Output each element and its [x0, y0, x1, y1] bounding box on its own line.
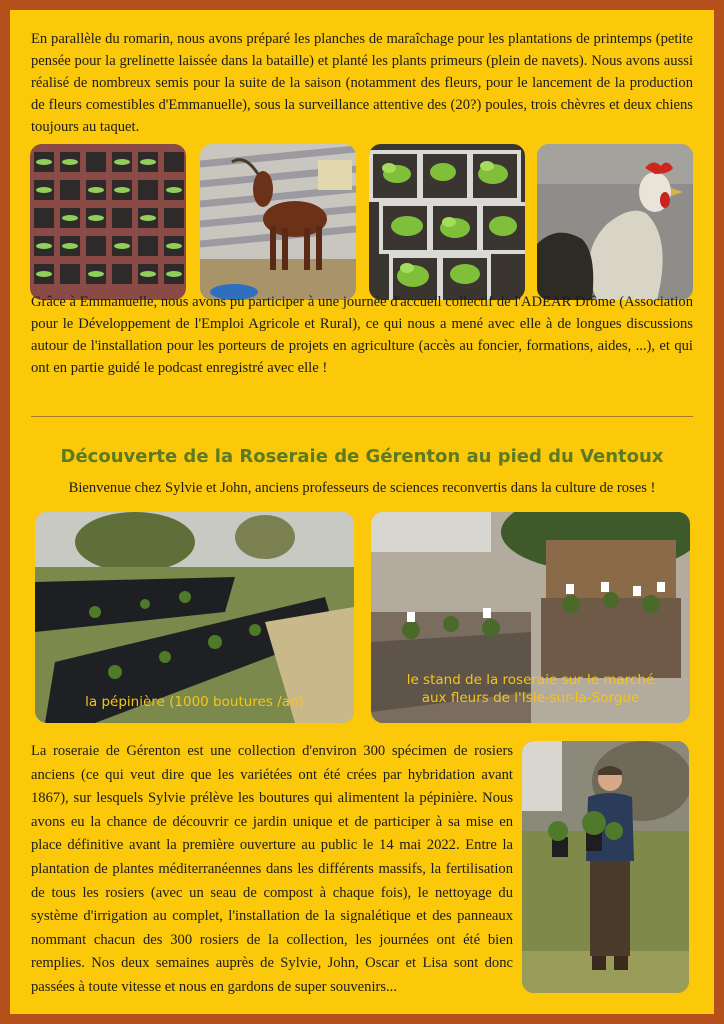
roseraie-paragraph: La roseraie de Gérenton est une collection d'environ 300 spécimen de rosiers anciens (ce qui veut dire que les variétées ont été crées par hybridation avant 1867), sur lesquels Sylvie prélève les boutures qui alimentent la pépinière. Nous avons eu la chance de découvrir ce jardin unique et de participer à sa mise en place définitive avant la première ouverture au public le 14 mai 2022. Entre la plantation de plantes méditerranéennes dans les différents massifs, la fertilisation de tous les rosiers (avec un seau de compost à chaque fois), le nettoyage du système d'irrigation au complet, l'installation de la signalétique et des panneaux nommant chacun des 300 rosiers de la collection, les journées ont été bien remplies. Nos deux semaines auprès de Sylvie, John, Oscar et Lisa sont donc passées à toute vitesse et nous en gardons de super souvenirs... — [31, 743, 513, 995]
seedlings-tray-photo — [30, 144, 186, 300]
roseraie-subtitle: Bienvenue chez Sylvie et John, anciens professeurs de sciences reconvertis dans la culture de roses ! — [68, 480, 656, 496]
goat-photo — [200, 144, 356, 300]
roseraie-heading: Découverte de la Roseraie de Gérenton au pied du Ventoux — [60, 446, 664, 467]
market-stand-caption — [371, 671, 690, 707]
adear-paragraph: Grâce à Emmanuelle, nous avons pu participer à une journée d'accueil collectif de l'ADEAR Drôme (Association pour le Développement de l'Emploi Agricole et Rural), ce qui nous a mené avec elle à de longues discussions autour de l'installation pour les porteurs de projets en agriculture (accès au foncier, formations, aides, ...), et qui ont en partie guidé le podcast enregistré avec elle ! — [31, 294, 693, 376]
intro-paragraph: En parallèle du romarin, nous avons préparé les planches de maraîchage pour les plantations de printemps (petite pensée pour la grelinette laissée dans la bataille) et planté les plants primeurs (plein de navets). Nous avons aussi réalisé de nombreux semis pour la suite de la saison (notamment des fleurs, pour le lancement de la production de fleurs comestibles d'Emmanuelle), sous la surveillance attentive des (20?) poules, trois chèvres et deux chiens toujours au taquet. — [31, 31, 693, 135]
nursery-caption: la pépinière (1000 boutures /an) — [85, 694, 304, 710]
page — [10, 10, 714, 1014]
courgette-seedlings-photo — [369, 144, 525, 300]
section-divider — [31, 416, 693, 417]
john-with-roses-photo — [522, 741, 689, 993]
nursery-photo — [35, 512, 354, 723]
market-stand-caption-line1: le stand de la roseraie sur le marché — [406, 672, 655, 688]
rooster-photo — [537, 144, 693, 300]
market-stand-caption-line2: aux fleurs de l'Isle-sur-la-Sorgue — [421, 690, 640, 706]
